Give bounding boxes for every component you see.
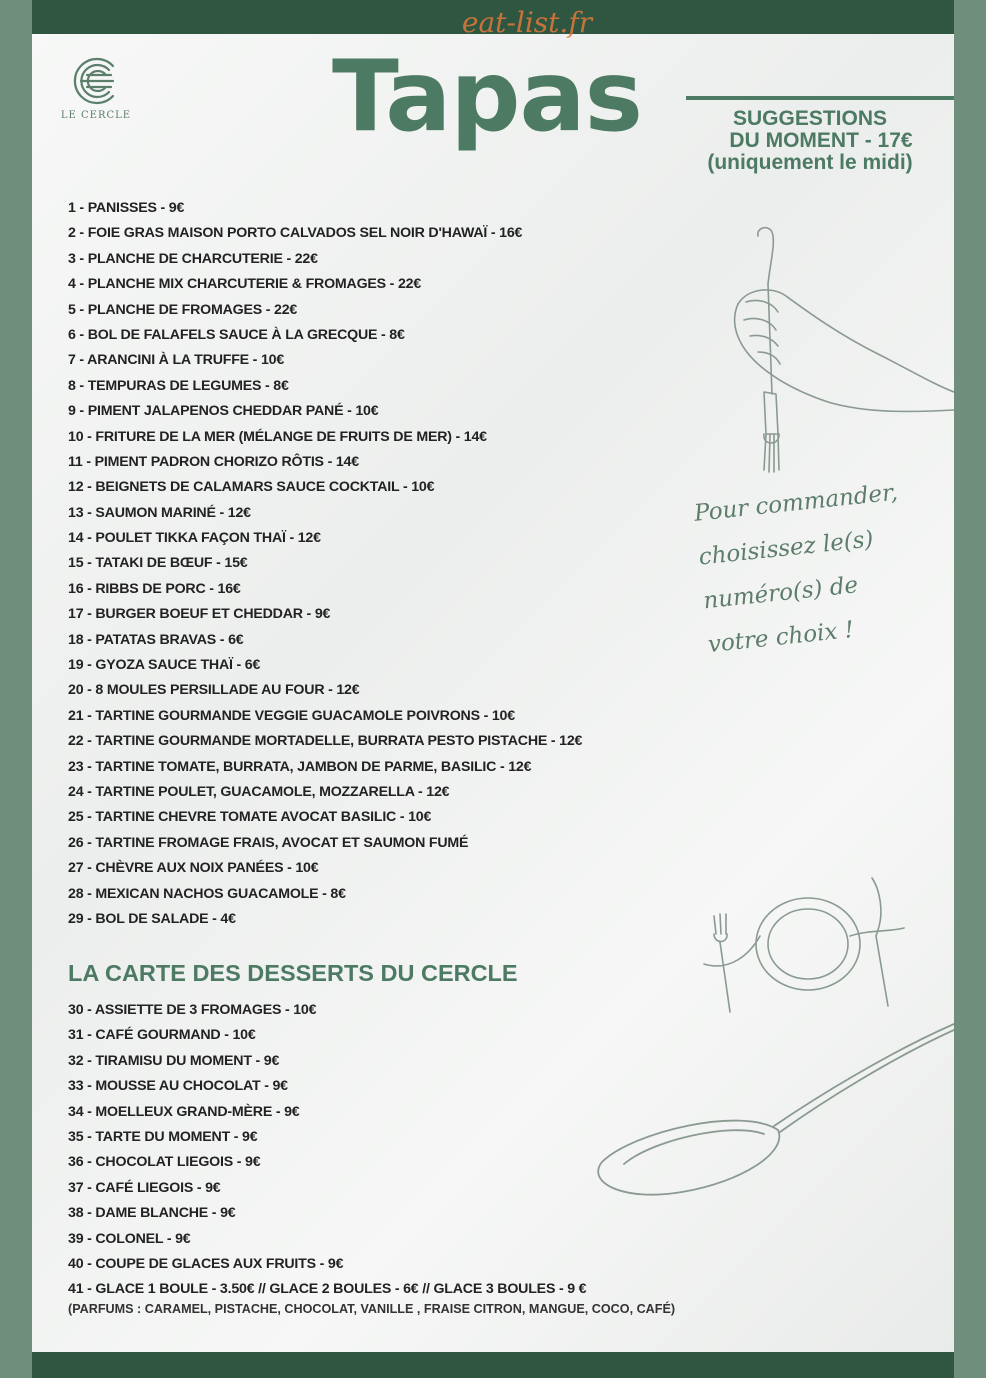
logo-text: LE CERCLE — [60, 110, 132, 121]
tapas-item: 6 - BOL DE FALAFELS SAUCE À LA GRECQUE - 8€ — [68, 326, 405, 343]
tapas-item: 27 - CHÈVRE AUX NOIX PANÉES - 10€ — [68, 860, 319, 877]
dessert-item: 39 - COLONEL - 9€ — [68, 1230, 191, 1247]
suggestions-line-3: (uniquement le midi) — [707, 151, 913, 174]
dessert-item: 30 - ASSIETTE DE 3 FROMAGES - 10€ — [68, 1002, 317, 1018]
tapas-item: 9 - PIMENT JALAPENOS CHEDDAR PANÉ - 10€ — [68, 403, 379, 420]
tapas-item: 18 - PATATAS BRAVAS - 6€ — [68, 631, 244, 648]
page-title: Tapas — [332, 40, 642, 154]
dessert-item: 31 - CAFÉ GOURMAND - 10€ — [68, 1027, 256, 1044]
tapas-item: 29 - BOL DE SALADE - 4€ — [68, 910, 236, 927]
handnote-line: Pour commander, — [692, 479, 900, 527]
order-handwritten-note — [692, 468, 939, 667]
handnote-line: votre choix ! — [706, 616, 856, 659]
tapas-item: 25 - TARTINE CHEVRE TOMATE AVOCAT BASILIC - 10€ — [68, 809, 432, 826]
tapas-item: 14 - POULET TIKKA FAÇON THAÏ - 12€ — [68, 530, 321, 547]
logo — [56, 54, 136, 121]
desserts-heading: LA CARTE DES DESSERTS DU CERCLE — [68, 960, 518, 986]
suggestions-box — [690, 108, 930, 174]
tapas-item: 5 - PLANCHE DE FROMAGES - 22€ — [68, 301, 298, 318]
watermark: eat-list.fr — [461, 6, 593, 39]
tapas-item: 16 - RIBBS DE PORC - 16€ — [68, 580, 241, 597]
tapas-item: 4 - PLANCHE MIX CHARCUTERIE & FROMAGES - 22€ — [68, 276, 422, 293]
tapas-item: 8 - TEMPURAS DE LEGUMES - 8€ — [68, 377, 289, 394]
tapas-item: 26 - TARTINE FROMAGE FRAIS, AVOCAT ET SAUMON FUMÉ — [68, 834, 469, 851]
tapas-item: 10 - FRITURE DE LA MER (MÉLANGE DE FRUITS DE MER) - 14€ — [68, 428, 487, 445]
suggestions-line-1: SUGGESTIONS — [732, 107, 888, 130]
tapas-list — [68, 196, 582, 932]
tapas-item: 12 - BEIGNETS DE CALAMARS SAUCE COCKTAIL - 10€ — [68, 479, 435, 496]
desserts-list — [68, 998, 586, 1303]
suggestions-line-2: DU MOMENT - 17€ — [729, 129, 913, 152]
tapas-item: 28 - MEXICAN NACHOS GUACAMOLE - 8€ — [68, 885, 346, 902]
tapas-item: 1 - PANISSES - 9€ — [68, 200, 185, 216]
dessert-item: 38 - DAME BLANCHE - 9€ — [68, 1205, 236, 1222]
tapas-item: 7 - ARANCINI À LA TRUFFE - 10€ — [68, 352, 285, 369]
dessert-item: 40 - COUPE DE GLACES AUX FRUITS - 9€ — [68, 1255, 344, 1272]
tapas-item: 19 - GYOZA SAUCE THAÏ - 6€ — [68, 657, 261, 674]
tapas-item: 22 - TARTINE GOURMANDE MORTADELLE, BURRATA PESTO PISTACHE - 12€ — [68, 733, 583, 750]
dessert-item: 34 - MOELLEUX GRAND-MÈRE - 9€ — [68, 1103, 300, 1120]
dessert-item: 41 - GLACE 1 BOULE - 3.50€ // GLACE 2 BOULES - 6€ // GLACE 3 BOULES - 9 € — [68, 1281, 587, 1298]
tapas-item: 2 - FOIE GRAS MAISON PORTO CALVADOS SEL NOIR D'HAWAÏ - 16€ — [68, 225, 523, 242]
le-cercle-logo-icon — [69, 54, 123, 108]
handnote-line: numéro(s) de — [702, 572, 860, 615]
tapas-item: 13 - SAUMON MARINÉ - 12€ — [68, 504, 251, 521]
spoon-icon — [592, 1022, 954, 1202]
suggestions-rule — [686, 96, 954, 100]
dessert-item: 36 - CHOCOLAT LIEGOIS - 9€ — [68, 1154, 261, 1171]
dessert-item: 37 - CAFÉ LIEGOIS - 9€ — [68, 1179, 221, 1196]
tapas-item: 3 - PLANCHE DE CHARCUTERIE - 22€ — [68, 250, 318, 267]
tapas-item: 21 - TARTINE GOURMANDE VEGGIE GUACAMOLE POIVRONS - 10€ — [68, 707, 515, 724]
tapas-item: 15 - TATAKI DE BŒUF - 15€ — [68, 555, 248, 572]
tapas-item: 20 - 8 MOULES PERSILLADE AU FOUR - 12€ — [68, 682, 360, 699]
handnote-line: choisissez le(s) — [697, 526, 875, 571]
tapas-item: 17 - BURGER BOEUF ET CHEDDAR - 9€ — [68, 606, 331, 623]
tapas-item: 23 - TARTINE TOMATE, BURRATA, JAMBON DE PARME, BASILIC - 12€ — [68, 758, 532, 775]
plate-cutlery-icon — [700, 872, 910, 1020]
hand-fork-icon — [728, 224, 954, 476]
bottom-band — [32, 1352, 954, 1378]
tapas-item: 24 - TARTINE POULET, GUACAMOLE, MOZZARELLA - 12€ — [68, 783, 450, 800]
dessert-item: 32 - TIRAMISU DU MOMENT - 9€ — [68, 1052, 280, 1069]
tapas-item: 11 - PIMENT PADRON CHORIZO RÔTIS - 14€ — [68, 453, 359, 470]
dessert-item: 35 - TARTE DU MOMENT - 9€ — [68, 1128, 258, 1145]
ice-cream-flavours: (PARFUMS : CARAMEL, PISTACHE, CHOCOLAT, VANILLE , FRAISE CITRON, MANGUE, COCO, CAFÉ) — [68, 1302, 676, 1316]
dessert-item: 33 - MOUSSE AU CHOCOLAT - 9€ — [68, 1078, 288, 1095]
